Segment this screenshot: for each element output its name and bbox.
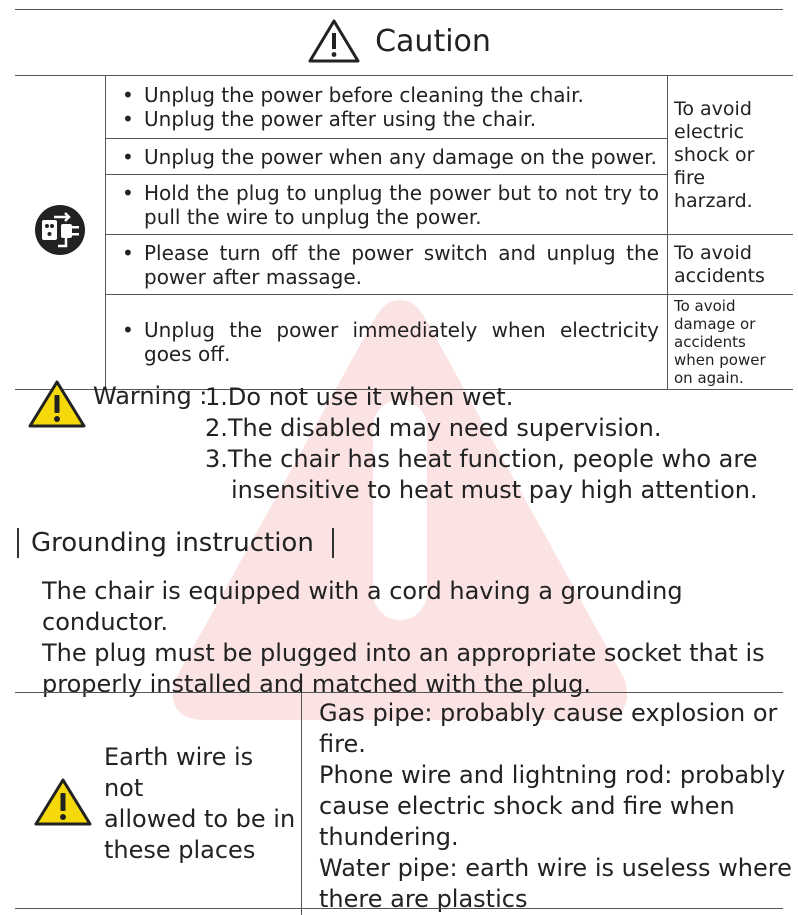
earth-wire-label-cell [15, 692, 302, 915]
caution-header [0, 18, 798, 64]
earth-line-6: there are plastics [319, 885, 528, 913]
grounding-title: Grounding instruction [31, 528, 314, 558]
earth-line-1: Gas pipe: probably cause explosion or fire. [319, 699, 778, 758]
warning-label: Warning : [93, 382, 208, 410]
caution-row-3: • Hold the plug to unplug the power but to not try to pull the wire to unplug the power. [106, 175, 668, 235]
earth-line-5: Water pipe: earth wire is useless where [319, 854, 792, 882]
earth-label-line-3: these places [103, 835, 256, 864]
caution-title: Caution [375, 23, 491, 59]
earth-table-bottom-rule [15, 908, 783, 909]
grounding-text [42, 576, 782, 700]
earth-wire-label [104, 742, 300, 866]
caution-row-2: • Unplug the power when any damage on the power. [106, 139, 668, 175]
grounding-line-2: The plug must be plugged into an appropriate socket that is [42, 639, 765, 667]
caution-table [15, 75, 793, 390]
reason-damage: To avoid damage or accidents when power on again. [668, 295, 794, 390]
earth-label-line-1: Earth wire is not [103, 742, 254, 802]
reason-accidents: To avoid accidents [668, 235, 794, 295]
heading-bar-left [17, 528, 19, 558]
warning-item-2: 2.The disabled may need supervision. [205, 414, 662, 442]
caution-row-5: • Unplug the power immediately when electricity goes off. [106, 295, 668, 390]
grounding-heading [17, 528, 346, 558]
caution-row-1: • Unplug the power before cleaning the chair. • Unplug the power after using the chair. [106, 76, 668, 139]
warning-triangle-filled-icon [28, 380, 86, 428]
warning-item-3-cont: insensitive to heat must pay high attention. [231, 476, 758, 504]
heading-bar-right [332, 528, 334, 558]
top-rule [15, 9, 783, 10]
earth-wire-table [15, 692, 793, 915]
earth-line-4: thundering. [319, 823, 459, 851]
earth-line-3: cause electric shock and fire when [319, 792, 735, 820]
warning-triangle-filled-icon [34, 778, 92, 826]
warning-triangle-outline-icon [307, 18, 361, 64]
warning-item-3: 3.The chair has heat function, people who are [205, 445, 758, 473]
grounding-line-3: properly installed and matched with the plug. [42, 670, 591, 698]
caution-row-4: • Please turn off the power switch and unplug the power after massage. [106, 235, 668, 295]
warning-item-1: 1.Do not use it when wet. [205, 383, 514, 411]
earth-wire-places [302, 692, 794, 915]
unplug-icon [34, 204, 86, 256]
earth-line-2: Phone wire and lightning rod: probably [319, 761, 786, 789]
warning-list [205, 382, 758, 506]
unplug-icon-cell [15, 76, 106, 390]
earth-label-line-2: allowed to be in [103, 804, 296, 833]
reason-electric-shock: To avoid electric shock or fire harzard. [668, 76, 794, 235]
grounding-line-1: The chair is equipped with a cord having a grounding conductor. [42, 577, 683, 636]
